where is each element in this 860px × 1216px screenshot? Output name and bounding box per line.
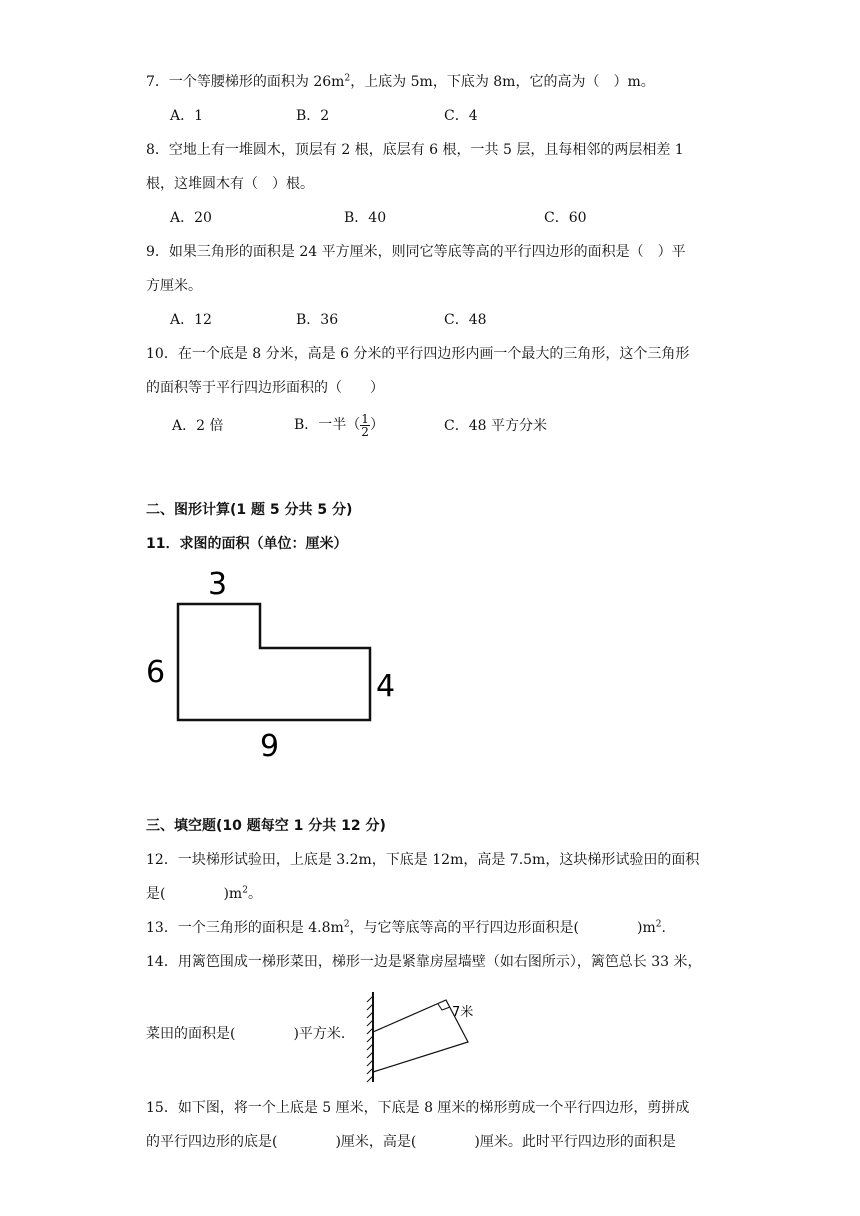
q11-stem: 11．求图的面积（单位：厘米） bbox=[146, 536, 348, 552]
q8-option-c[interactable]: C．60 bbox=[544, 210, 587, 226]
l-shape-figure bbox=[140, 562, 410, 762]
section2-heading: 二、图形计算(1 题 5 分共 5 分) bbox=[146, 502, 353, 518]
q9-stem-line1: 9．如果三角形的面积是 24 平方厘米，则同它等底等高的平行四边形的面积是（ ）平 bbox=[146, 244, 686, 260]
q8-stem-line1: 8．空地上有一堆圆木，顶层有 2 根，底层有 6 根，一共 5 层，且每相邻的两层相差 1 bbox=[146, 142, 684, 158]
q14-stem-line2: 菜田的面积是( )平方米. bbox=[146, 1026, 346, 1042]
q13-stem: 13．一个三角形的面积是 $4.8m^2$，与它等底等高的平行四边形面积是( )$m^2$. bbox=[146, 919, 666, 936]
q7-option-a[interactable]: A．1 bbox=[170, 108, 204, 124]
one-half-fraction: $\frac{1}{2}$ bbox=[361, 411, 369, 439]
section3-heading: 三、填空题(10 题每空 1 分共 12 分) bbox=[146, 818, 386, 834]
q8-option-a[interactable]: A．20 bbox=[170, 210, 212, 226]
q8-option-b[interactable]: B．40 bbox=[344, 210, 387, 226]
q10-option-a[interactable]: A．2 倍 bbox=[172, 418, 224, 434]
q10-option-c[interactable]: C．48 平方分米 bbox=[444, 418, 547, 434]
q14-stem-line1: 14．用篱笆围成一梯形菜田，梯形一边是紧靠房屋墙壁（如右图所示），篱笆总长 33 米， bbox=[146, 954, 702, 970]
q12-stem-line1: 12．一块梯形试验田，上底是 3.2m，下底是 12m，高是 7.5m，这块梯形试验田的面积 bbox=[146, 852, 700, 868]
q7-option-b[interactable]: B．2 bbox=[296, 108, 330, 124]
q12-stem-line2: 是( )$m^2$。 bbox=[146, 885, 262, 902]
figure-label-bottom: 9 bbox=[260, 729, 280, 762]
q8-stem-line2: 根，这堆圆木有（ ）根。 bbox=[146, 176, 314, 192]
q9-option-c[interactable]: C．48 bbox=[444, 312, 487, 328]
q15-stem-line2: 的平行四边形的底是( )厘米，高是( )厘米。此时平行四边形的面积是 bbox=[146, 1134, 676, 1150]
q9-stem-line2: 方厘米。 bbox=[146, 278, 202, 294]
q15-stem-line1: 15．如下图，将一个上底是 5 厘米，下底是 8 厘米的梯形剪成一个平行四边形，剪拼成 bbox=[146, 1100, 690, 1116]
q9-option-a[interactable]: A．12 bbox=[170, 312, 212, 328]
wall-trapezoid-figure bbox=[362, 990, 492, 1084]
q7-option-c[interactable]: C．4 bbox=[444, 108, 478, 124]
figure-label-7m: 7米 bbox=[452, 1005, 474, 1020]
figure-label-left: 6 bbox=[146, 655, 166, 690]
q9-option-b[interactable]: B．36 bbox=[296, 312, 339, 328]
figure-label-right: 4 bbox=[376, 669, 396, 704]
q10-option-b[interactable]: B．一半（ $\frac{1}{2}$ ） bbox=[294, 411, 384, 439]
q10-stem-line1: 10．在一个底是 8 分米，高是 6 分米的平行四边形内画一个最大的三角形，这个三角形 bbox=[146, 346, 690, 362]
q10-stem-line2: 的面积等于平行四边形面积的（ ） bbox=[146, 380, 384, 396]
l-shape-outline bbox=[178, 604, 370, 720]
figure-label-top: 3 bbox=[208, 567, 228, 602]
q7-stem: 7．一个等腰梯形的面积为 $26m^2$，上底为 5m，下底为 8m，它的高为（ ）m。 bbox=[146, 73, 655, 90]
